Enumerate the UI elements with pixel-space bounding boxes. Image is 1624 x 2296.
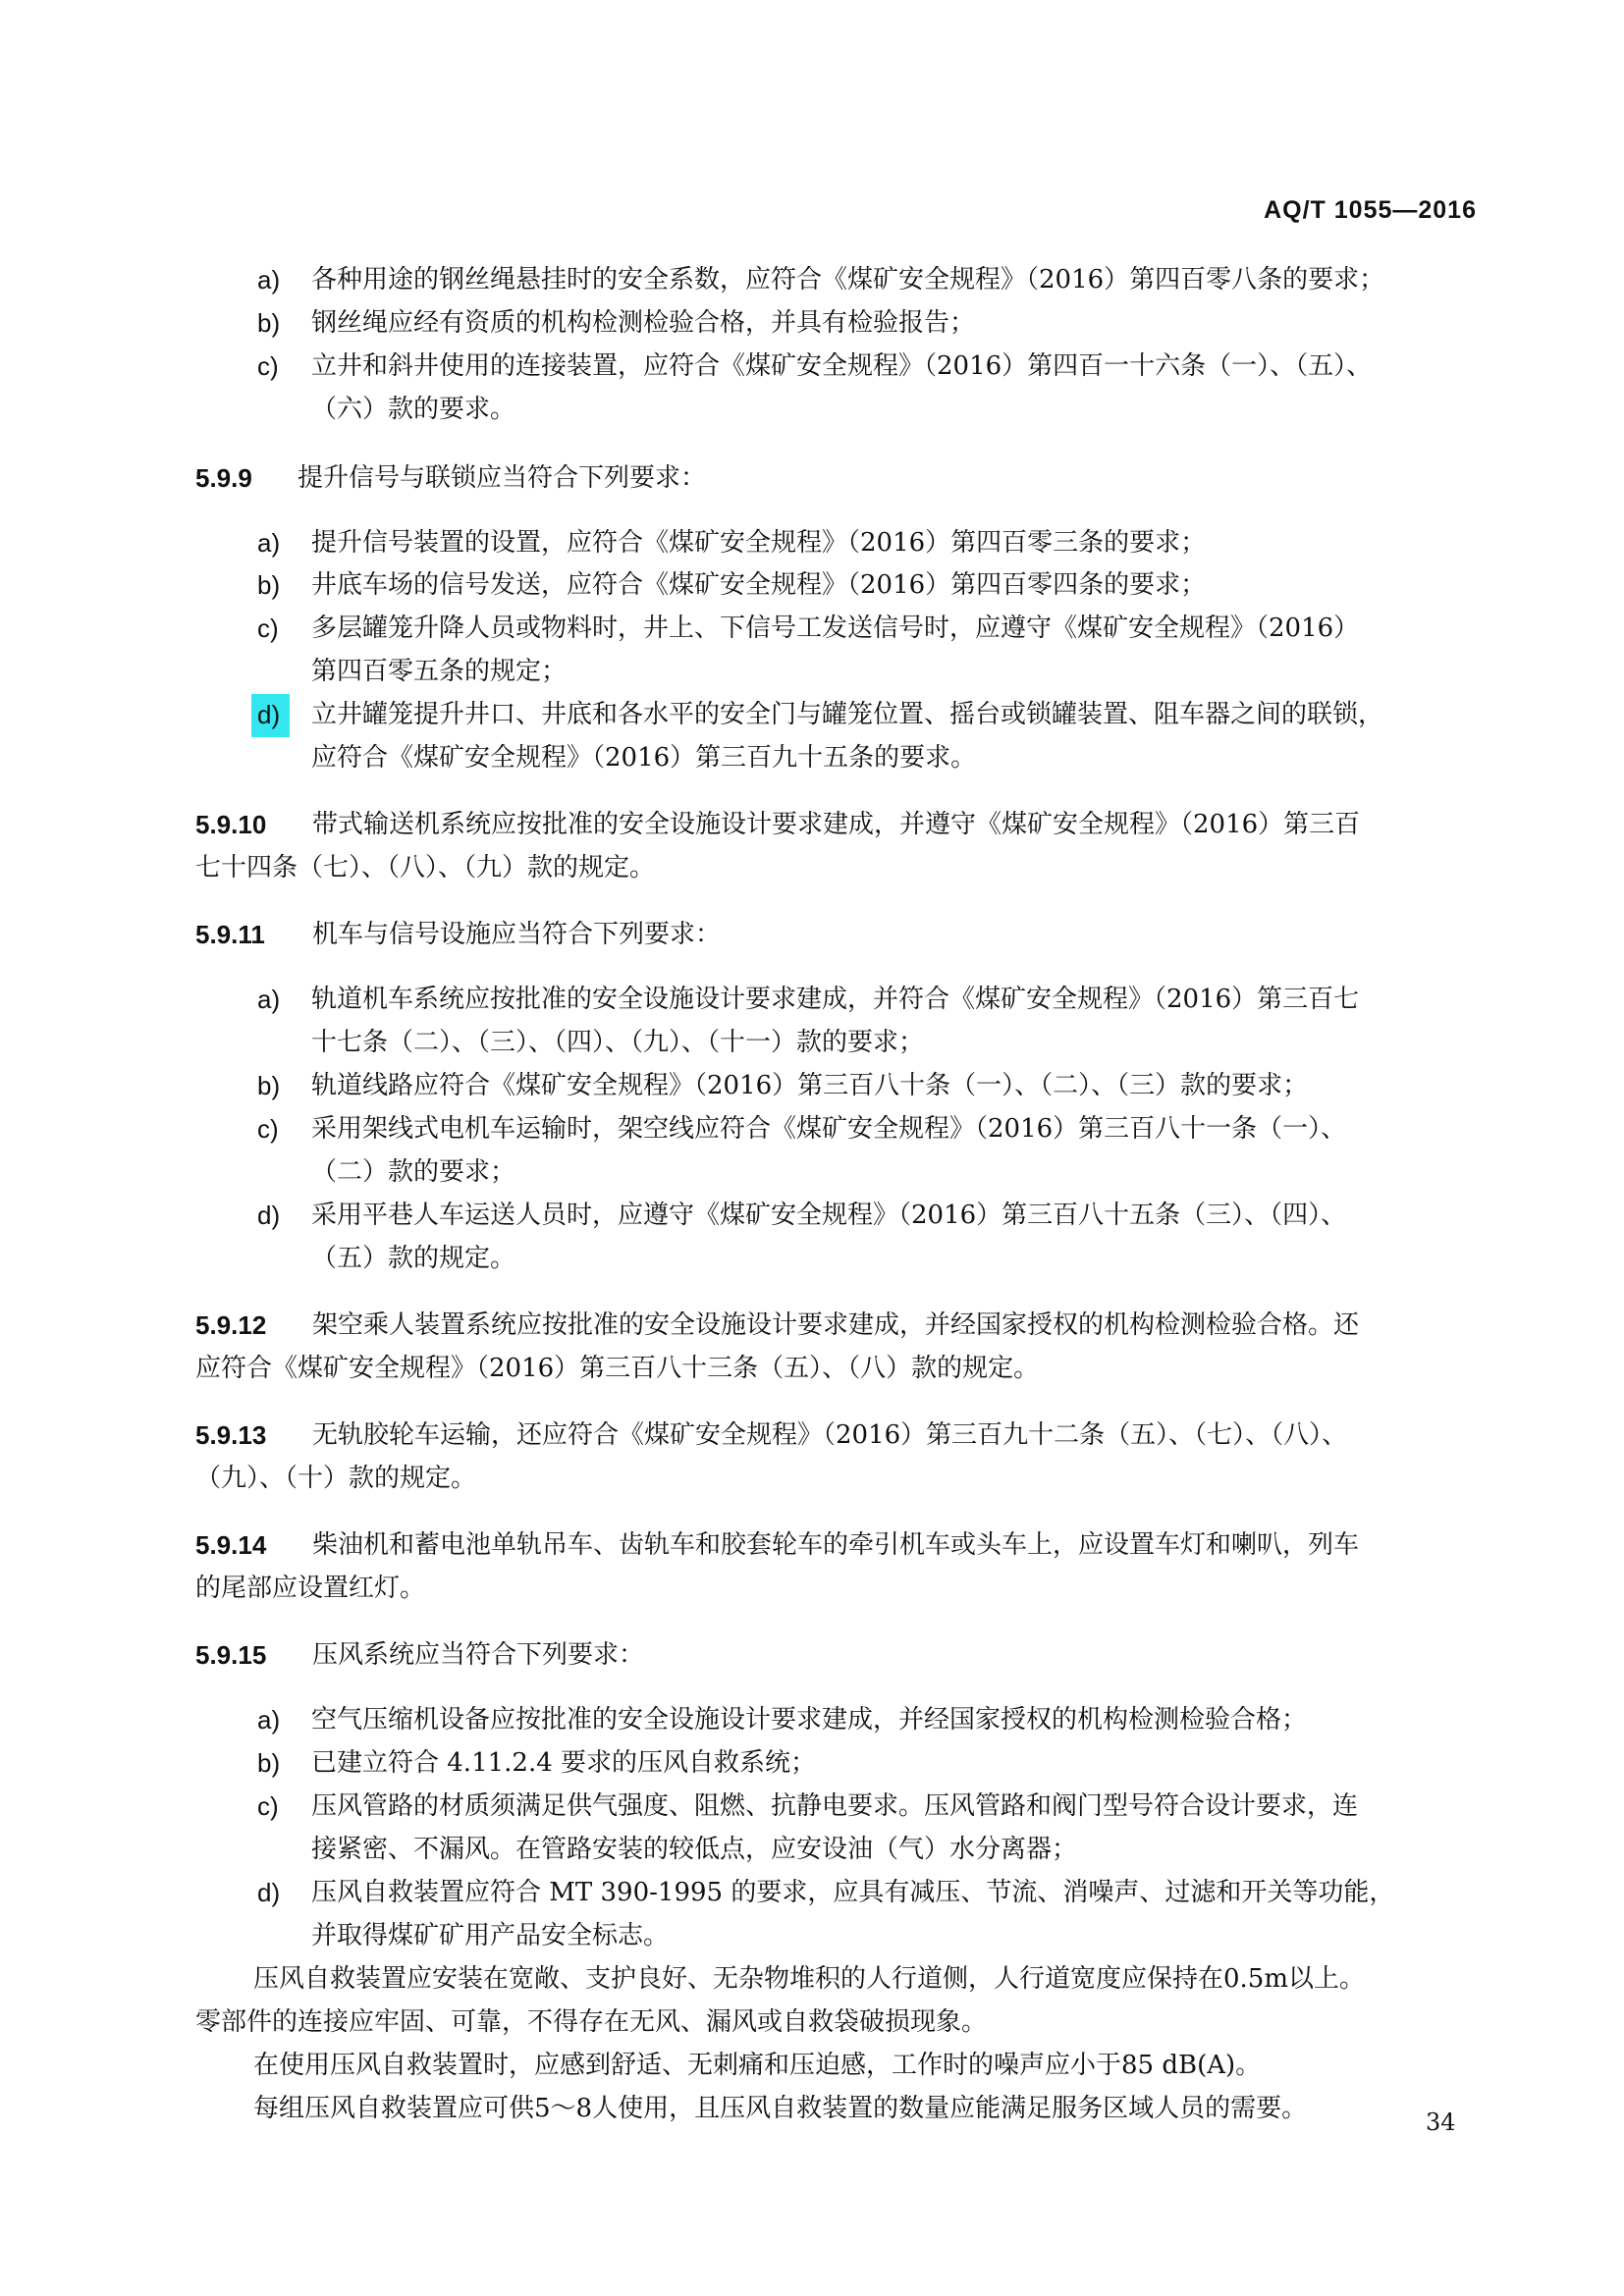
list-label-text: a) (257, 528, 281, 558)
section-number: 5.9.14 (195, 1530, 267, 1560)
list-label-text: d) (251, 694, 290, 737)
list-item-text-continued: 并取得煤矿矿用产品安全标志。 (311, 1921, 670, 1950)
list-item-label (257, 351, 279, 381)
list-item-text-continued: 应符合《煤矿安全规程》（2016）第三百九十五条的要求。 (311, 743, 977, 773)
section-text-continued: 的尾部应设置红灯。 (195, 1574, 426, 1603)
section-number: 5.9.9 (195, 463, 252, 493)
document-code: AQ/T 1055—2016 (1264, 196, 1477, 224)
list-item-label (257, 265, 280, 294)
section-text: 柴油机和蓄电池单轨吊车、齿轨车和胶套轮车的牵引机车或头车上，应设置车灯和喇叭，列车 (312, 1530, 1360, 1560)
list-item-label (257, 570, 280, 600)
list-item-text: 提升信号装置的设置，应符合《煤矿安全规程》（2016）第四百零三条的要求； (311, 528, 1207, 558)
list-label-text: c) (257, 1791, 279, 1821)
section-text: 机车与信号设施应当符合下列要求： (312, 920, 722, 949)
list-item-label (257, 1705, 280, 1735)
list-item-text: 井底车场的信号发送，应符合《煤矿安全规程》（2016）第四百零四条的要求； (311, 570, 1207, 600)
list-label-text: b) (257, 570, 281, 600)
list-label-text: c) (257, 614, 279, 643)
list-item-text: 立井和斜井使用的连接装置，应符合《煤矿安全规程》（2016）第四百一十六条（一）、（五）、 (311, 351, 1373, 381)
list-item-label (257, 1071, 280, 1100)
list-label-text: c) (257, 1114, 279, 1144)
list-item-text: 空气压缩机设备应按批准的安全设施设计要求建成，并经国家授权的机构检测检验合格； (311, 1705, 1308, 1735)
paragraph-line: 零部件的连接应牢固、可靠，不得存在无风、漏风或自救袋破损现象。 (195, 2007, 988, 2037)
paragraph-line: 每组压风自救装置应可供5～8人使用，且压风自救装置的数量应能满足服务区域人员的需要。 (253, 2094, 1308, 2123)
section-text-continued: （九）、（十）款的规定。 (195, 1464, 477, 1493)
section-text: 带式输送机系统应按批准的安全设施设计要求建成，并遵守《煤矿安全规程》（2016）第三百 (312, 810, 1361, 839)
list-item-label (257, 1878, 280, 1907)
list-item-text-continued: （六）款的要求。 (311, 395, 516, 424)
list-item-label (257, 985, 280, 1014)
section-number: 5.9.12 (195, 1310, 267, 1340)
list-item-label (257, 528, 280, 558)
list-item-text-continued: （二）款的要求； (311, 1157, 516, 1187)
list-item-text: 钢丝绳应经有资质的机构检测检验合格，并具有检验报告； (311, 308, 976, 338)
list-item-text: 采用架线式电机车运输时，架空线应符合《煤矿安全规程》（2016）第三百八十一条（一）、 (311, 1114, 1347, 1144)
list-label-text: a) (257, 265, 281, 294)
list-item-label (257, 1201, 280, 1230)
list-item-text: 已建立符合 4.11.2.4 要求的压风自救系统； (311, 1748, 817, 1778)
list-label-text: d) (257, 1201, 281, 1230)
list-item-label (257, 308, 280, 338)
list-label-text: d) (257, 1878, 281, 1907)
list-item-text-continued: 接紧密、不漏风。在管路安装的较低点，应安设油（气）水分离器； (311, 1835, 1078, 1864)
section-text-continued: 应符合《煤矿安全规程》（2016）第三百八十三条（五）、（八）款的规定。 (195, 1354, 1040, 1383)
list-item-text: 采用平巷人车运送人员时，应遵守《煤矿安全规程》（2016）第三百八十五条（三）、（四）、 (311, 1201, 1347, 1230)
list-item-text-continued: 第四百零五条的规定； (311, 657, 568, 686)
list-item-text: 多层罐笼升降人员或物料时，井上、下信号工发送信号时，应遵守《煤矿安全规程》（2016） (311, 614, 1360, 643)
list-item-text: 轨道机车系统应按批准的安全设施设计要求建成，并符合《煤矿安全规程》（2016）第三百七 (311, 985, 1360, 1014)
section-text: 压风系统应当符合下列要求： (312, 1640, 645, 1670)
list-item-label (257, 700, 290, 729)
list-label-text: a) (257, 985, 281, 1014)
list-label-text: b) (257, 308, 281, 338)
section-number: 5.9.13 (195, 1420, 267, 1450)
section-number: 5.9.11 (195, 920, 265, 949)
list-item-label (257, 1791, 279, 1821)
section-text: 架空乘人装置系统应按批准的安全设施设计要求建成，并经国家授权的机构检测检验合格。还 (312, 1310, 1360, 1340)
list-item-label (257, 1748, 280, 1778)
section-text: 提升信号与联锁应当符合下列要求： (298, 463, 707, 493)
list-item-text: 立井罐笼提升井口、井底和各水平的安全门与罐笼位置、摇台或锁罐装置、阻车器之间的联锁， (311, 700, 1384, 729)
section-text: 无轨胶轮车运输，还应符合《煤矿安全规程》（2016）第三百九十二条（五）、（七）、（八）、 (312, 1420, 1348, 1450)
list-item-label (257, 1114, 279, 1144)
list-label-text: b) (257, 1071, 281, 1100)
list-item-label (257, 614, 279, 643)
list-item-text: 压风管路的材质须满足供气强度、阻燃、抗静电要求。压风管路和阀门型号符合设计要求，连 (311, 1791, 1359, 1821)
list-item-text: 压风自救装置应符合 MT 390-1995 的要求，应具有减压、节流、消噪声、过滤和开关等功能， (311, 1878, 1395, 1907)
list-item-text: 各种用途的钢丝绳悬挂时的安全系数，应符合《煤矿安全规程》（2016）第四百零八条的要求； (311, 265, 1385, 294)
list-item-text-continued: （五）款的规定。 (311, 1244, 516, 1273)
section-text-continued: 七十四条（七）、（八）、（九）款的规定。 (195, 853, 656, 882)
list-item-text: 轨道线路应符合《煤矿安全规程》（2016）第三百八十条（一）、（二）、（三）款的要求； (311, 1071, 1309, 1100)
section-number: 5.9.15 (195, 1640, 267, 1670)
page-number: 34 (1426, 2109, 1456, 2136)
paragraph-line: 在使用压风自救装置时，应感到舒适、无刺痛和压迫感，工作时的噪声应小于85 dB(A)。 (253, 2051, 1262, 2080)
list-label-text: c) (257, 351, 279, 381)
section-number: 5.9.10 (195, 810, 267, 839)
paragraph-line: 压风自救装置应安装在宽敞、支护良好、无杂物堆积的人行道侧，人行道宽度应保持在0.5m以上。 (253, 1964, 1366, 1994)
list-item-text-continued: 十七条（二）、（三）、（四）、（九）、（十一）款的要求； (311, 1028, 925, 1057)
list-label-text: a) (257, 1705, 281, 1735)
list-label-text: b) (257, 1748, 281, 1778)
